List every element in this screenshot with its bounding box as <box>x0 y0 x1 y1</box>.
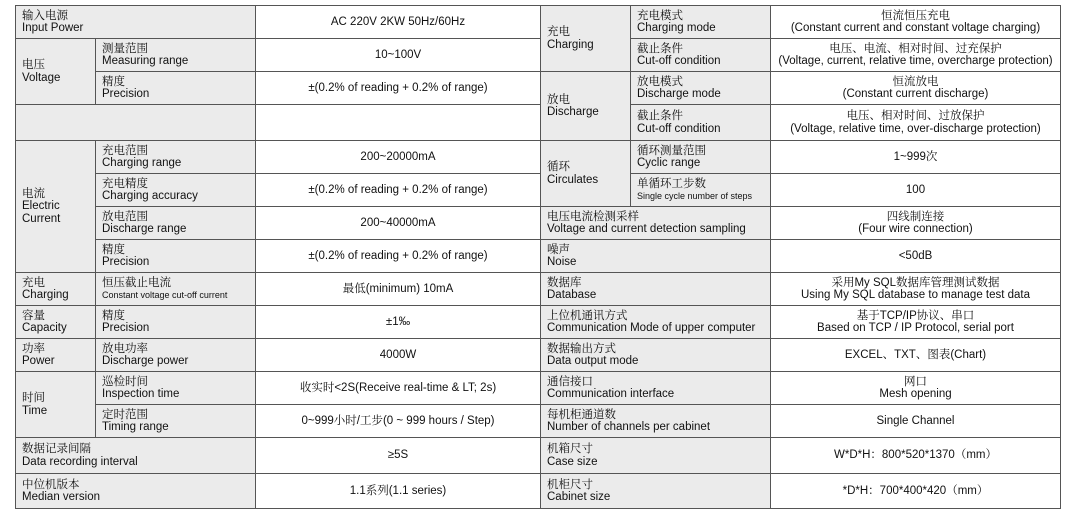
blank-cell <box>16 105 256 141</box>
label-interface: 通信接口 Communication interface <box>541 372 771 405</box>
row-noise <box>541 240 1061 273</box>
label-measuring-range: 测量范围 Measuring range <box>96 39 256 72</box>
value-cabinet-size: *D*H：700*400*420（mm） <box>771 474 1061 509</box>
value-median-version: 1.1系列(1.1 series) <box>256 474 541 509</box>
label-recording-interval: 数据记录间隔 Data recording interval <box>16 438 256 474</box>
value-discharge-mode: 恒流放电 (Constant current discharge) <box>771 72 1061 105</box>
blank-value <box>256 105 541 141</box>
value-recording-interval: ≥5S <box>256 438 541 474</box>
row-voltage-measuring <box>16 39 541 72</box>
row-cabinet-size <box>541 474 1061 509</box>
label-inspection-time: 巡检时间 Inspection time <box>96 372 256 405</box>
value-output-mode: EXCEL、TXT、图表(Chart) <box>771 339 1061 372</box>
row-cyclic-range <box>541 141 1061 174</box>
label-median-version: 中位机版本 Median version <box>16 474 256 509</box>
label-charging-range: 充电范围 Charging range <box>96 141 256 174</box>
label-r-charging: 充电 Charging <box>541 6 631 72</box>
label-channels: 每机柜通道数 Number of channels per cabinet <box>541 405 771 438</box>
row-communication-mode <box>541 306 1061 339</box>
row-database <box>541 273 1061 306</box>
label-power: 功率 Power <box>16 339 96 372</box>
label-charging-accuracy: 充电精度 Charging accuracy <box>96 174 256 207</box>
row-interface <box>541 372 1061 405</box>
spec-table-right <box>540 5 1061 509</box>
row-output-mode <box>541 339 1061 372</box>
label-cutoff-current: 恒压截止电流 Constant voltage cut-off current <box>96 273 256 306</box>
label-cycle-steps: 单循环工步数 Single cycle number of steps <box>631 174 771 207</box>
value-measuring-range: 10~100V <box>256 39 541 72</box>
label-noise: 噪声 Noise <box>541 240 771 273</box>
label-database: 数据库 Database <box>541 273 771 306</box>
label-charging: 充电 Charging <box>16 273 96 306</box>
value-interface: 网口 Mesh opening <box>771 372 1061 405</box>
row-inspection-time <box>16 372 541 405</box>
label-cyclic-range: 循环测量范围 Cyclic range <box>631 141 771 174</box>
label-voltage-precision: 精度 Precision <box>96 72 256 105</box>
label-discharge-range: 放电范围 Discharge range <box>96 207 256 240</box>
value-current-precision: ±(0.2% of reading + 0.2% of range) <box>256 240 541 273</box>
label-current-precision: 精度 Precision <box>96 240 256 273</box>
label-input-power: 输入电源 Input Power <box>16 6 256 39</box>
value-timing-range: 0~999小时/工步(0 ~ 999 hours / Step) <box>256 405 541 438</box>
label-cabinet-size: 机柜尺寸 Cabinet size <box>541 474 771 509</box>
value-input-power: AC 220V 2KW 50Hz/60Hz <box>256 6 541 39</box>
row-input-power <box>16 6 541 39</box>
spec-table-left <box>15 5 541 509</box>
row-power <box>16 339 541 372</box>
label-sampling: 电压电流检测采样 Voltage and current detection sampling <box>541 207 771 240</box>
row-charging-range <box>16 141 541 174</box>
value-charging-cutoff: 电压、电流、相对时间、过充保护 (Voltage, current, relative time, overcharge protection) <box>771 39 1061 72</box>
label-case-size: 机箱尺寸 Case size <box>541 438 771 474</box>
row-capacity <box>16 306 541 339</box>
value-discharge-range: 200~40000mA <box>256 207 541 240</box>
label-discharge-cutoff: 截止条件 Cut-off condition <box>631 105 771 141</box>
label-timing-range: 定时范围 Timing range <box>96 405 256 438</box>
value-voltage-precision: ±(0.2% of reading + 0.2% of range) <box>256 72 541 105</box>
label-r-discharge: 放电 Discharge <box>541 72 631 141</box>
label-discharge-power: 放电功率 Discharge power <box>96 339 256 372</box>
row-recording-interval <box>16 438 541 474</box>
row-charging <box>16 273 541 306</box>
label-voltage: 电压 Voltage <box>16 39 96 105</box>
label-charging-mode: 充电模式 Charging mode <box>631 6 771 39</box>
value-communication-mode: 基于TCP/IP协议、串口 Based on TCP / IP Protocol, serial port <box>771 306 1061 339</box>
label-capacity: 容量 Capacity <box>16 306 96 339</box>
row-channels <box>541 405 1061 438</box>
value-noise: <50dB <box>771 240 1061 273</box>
value-charging-mode: 恒流恒压充电 (Constant current and constant voltage charging) <box>771 6 1061 39</box>
row-discharge-mode <box>541 72 1061 105</box>
label-circulates: 循环 Circulates <box>541 141 631 207</box>
label-discharge-mode: 放电模式 Discharge mode <box>631 72 771 105</box>
row-case-size <box>541 438 1061 474</box>
row-median-version <box>16 474 541 509</box>
label-charging-cutoff: 截止条件 Cut-off condition <box>631 39 771 72</box>
label-current: 电流 Electric Current <box>16 141 96 273</box>
label-time: 时间 Time <box>16 372 96 438</box>
value-charging-range: 200~20000mA <box>256 141 541 174</box>
value-database: 采用My SQL数据库管理测试数据 Using My SQL database to manage test data <box>771 273 1061 306</box>
label-communication-mode: 上位机通讯方式 Communication Mode of upper computer <box>541 306 771 339</box>
value-charging-accuracy: ±(0.2% of reading + 0.2% of range) <box>256 174 541 207</box>
value-cyclic-range: 1~999次 <box>771 141 1061 174</box>
value-discharge-cutoff: 电压、相对时间、过放保护 (Voltage, relative time, over-discharge protection) <box>771 105 1061 141</box>
value-sampling: 四线制连接 (Four wire connection) <box>771 207 1061 240</box>
value-channels: Single Channel <box>771 405 1061 438</box>
value-discharge-power: 4000W <box>256 339 541 372</box>
row-sampling <box>541 207 1061 240</box>
row-charging-mode <box>541 6 1061 39</box>
label-capacity-precision: 精度 Precision <box>96 306 256 339</box>
row-blank <box>16 105 541 141</box>
value-case-size: W*D*H：800*520*1370（mm） <box>771 438 1061 474</box>
value-cycle-steps: 100 <box>771 174 1061 207</box>
value-inspection-time: 收实时<2S(Receive real-time & LT; 2s) <box>256 372 541 405</box>
value-cutoff-current: 最低(minimum) 10mA <box>256 273 541 306</box>
value-capacity-precision: ±1‰ <box>256 306 541 339</box>
label-output-mode: 数据输出方式 Data output mode <box>541 339 771 372</box>
